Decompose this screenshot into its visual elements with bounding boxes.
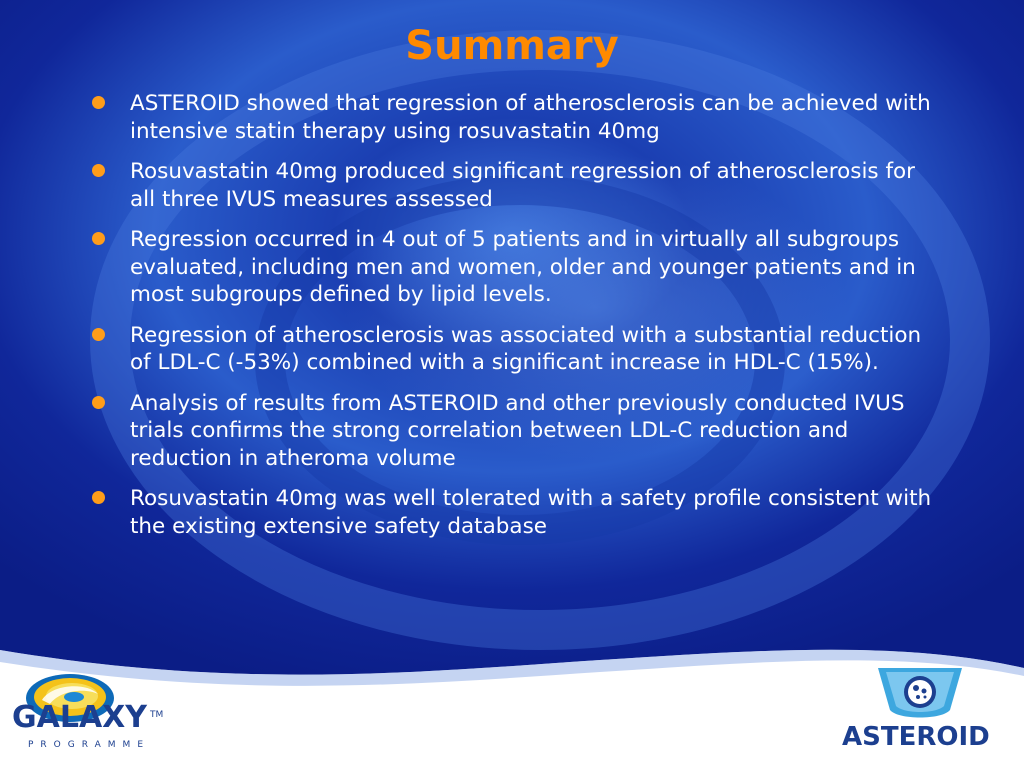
bullet-list	[86, 90, 946, 553]
bullet-text: Regression of atherosclerosis was associated with a substantial reduction of LDL-C (-53%) combined with a significant increase in HDL-C (15%).	[130, 322, 922, 375]
bullet-item	[86, 322, 946, 377]
slide-title: Summary	[405, 23, 619, 69]
bullet-text: Rosuvastatin 40mg produced significant regression of atherosclerosis for all three IVUS measures assessed	[130, 159, 916, 212]
bullet-item	[86, 158, 946, 213]
asteroid-emblem-icon	[872, 664, 968, 726]
bullet-dot-icon	[92, 491, 105, 504]
bullet-dot-icon	[92, 164, 105, 177]
bullet-text: Analysis of results from ASTEROID and other previously conducted IVUS trials confirms the strong correlation between LDL-C reduction and reduction in atheroma volume	[130, 390, 905, 471]
bullet-item	[86, 390, 946, 473]
bullet-item	[86, 226, 946, 309]
bullet-dot-icon	[92, 96, 105, 109]
bullet-text: ASTEROID showed that regression of atherosclerosis can be achieved with intensive statin therapy using rosuvastatin 40mg	[130, 91, 931, 144]
galaxy-trademark: TM	[150, 710, 164, 720]
bullet-text: Regression occurred in 4 out of 5 patients and in virtually all subgroups evaluated, including men and women, older and younger patients and in most subgroups defined by lipid levels.	[130, 227, 916, 307]
bullet-item	[86, 485, 946, 540]
bullet-item	[86, 90, 946, 145]
asteroid-logo-text: ASTEROID	[842, 722, 990, 752]
galaxy-logo-text: GALAXY	[12, 700, 148, 735]
galaxy-programme-text: PROGRAMME	[28, 740, 151, 750]
bullet-dot-icon	[92, 328, 105, 341]
bullet-dot-icon	[92, 232, 105, 245]
bullet-text: Rosuvastatin 40mg was well tolerated with a safety profile consistent with the existing extensive safety database	[130, 486, 932, 539]
bullet-dot-icon	[92, 396, 105, 409]
